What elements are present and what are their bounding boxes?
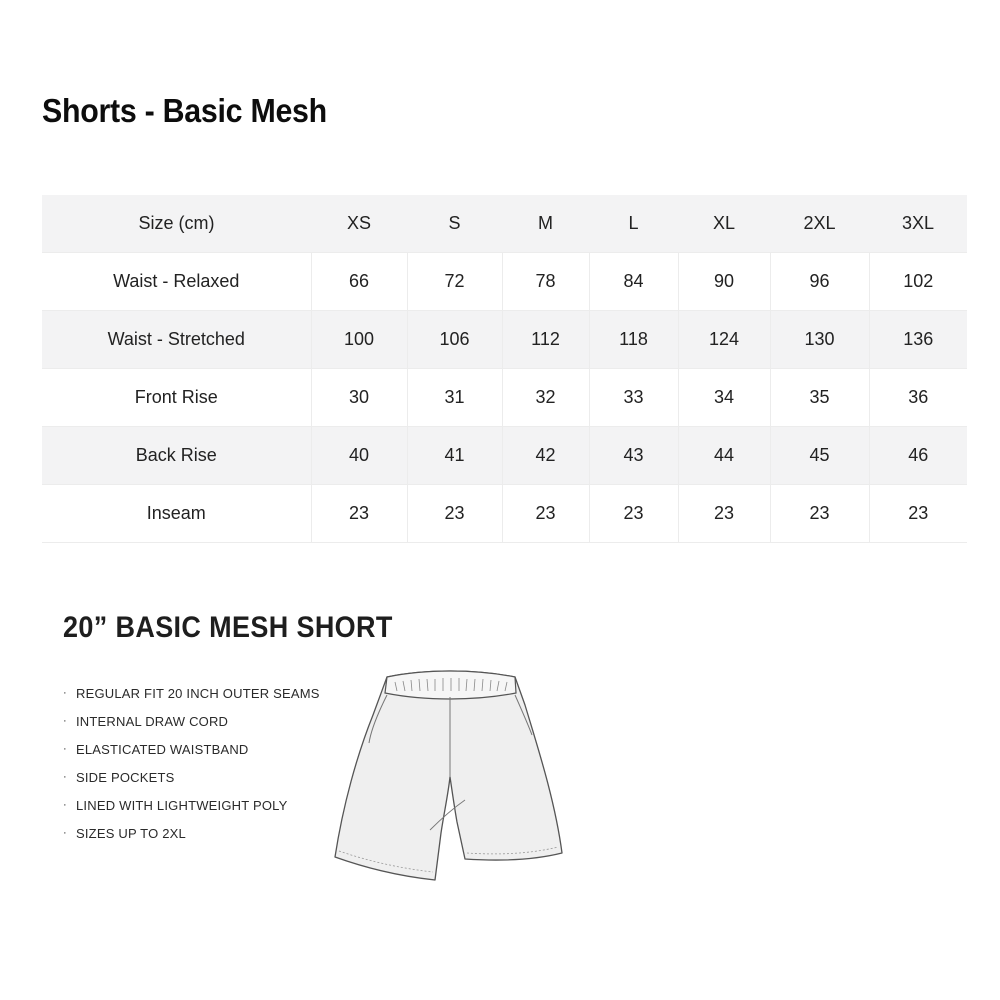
- table-cell: 130: [770, 311, 869, 369]
- bullet-icon: ·: [63, 743, 67, 755]
- header-size-m: M: [502, 195, 589, 253]
- page-title: Shorts - Basic Mesh: [42, 92, 327, 129]
- row-label: Back Rise: [42, 427, 311, 485]
- feature-item: [63, 741, 323, 758]
- table-cell: 35: [770, 369, 869, 427]
- table-cell: 45: [770, 427, 869, 485]
- feature-item: [63, 797, 323, 814]
- feature-item: [63, 713, 323, 730]
- bullet-icon: ·: [63, 827, 67, 839]
- table-cell: 102: [869, 253, 967, 311]
- table-cell: 23: [502, 485, 589, 543]
- table-cell: 33: [589, 369, 678, 427]
- row-label: Waist - Stretched: [42, 311, 311, 369]
- table-cell: 34: [678, 369, 770, 427]
- feature-text: SIDE POCKETS: [76, 770, 175, 785]
- table-cell: 23: [589, 485, 678, 543]
- table-cell: 84: [589, 253, 678, 311]
- table-cell: 23: [311, 485, 407, 543]
- table-cell: 23: [869, 485, 967, 543]
- table-cell: 136: [869, 311, 967, 369]
- header-size-s: S: [407, 195, 502, 253]
- size-chart-table: [42, 195, 967, 543]
- header-size-2xl: 2XL: [770, 195, 869, 253]
- header-size-label: Size (cm): [42, 195, 311, 253]
- table-cell: 118: [589, 311, 678, 369]
- table-cell: 124: [678, 311, 770, 369]
- shorts-icon: [325, 665, 570, 890]
- table-cell: 106: [407, 311, 502, 369]
- feature-text: REGULAR FIT 20 INCH OUTER SEAMS: [76, 686, 320, 701]
- feature-list: [63, 685, 323, 853]
- table-cell: 23: [407, 485, 502, 543]
- table-row: [42, 369, 967, 427]
- table-cell: 100: [311, 311, 407, 369]
- table-cell: 23: [678, 485, 770, 543]
- bullet-icon: ·: [63, 687, 67, 699]
- row-label: Inseam: [42, 485, 311, 543]
- header-size-xs: XS: [311, 195, 407, 253]
- header-size-3xl: 3XL: [869, 195, 967, 253]
- table-cell: 44: [678, 427, 770, 485]
- table-row: [42, 427, 967, 485]
- table-cell: 41: [407, 427, 502, 485]
- feature-text: SIZES UP TO 2XL: [76, 826, 186, 841]
- bullet-icon: ·: [63, 715, 67, 727]
- feature-item: [63, 685, 323, 702]
- table-cell: 96: [770, 253, 869, 311]
- table-cell: 72: [407, 253, 502, 311]
- table-cell: 42: [502, 427, 589, 485]
- table-cell: 32: [502, 369, 589, 427]
- table-cell: 46: [869, 427, 967, 485]
- table-row: [42, 311, 967, 369]
- feature-item: [63, 769, 323, 786]
- table-cell: 43: [589, 427, 678, 485]
- row-label: Waist - Relaxed: [42, 253, 311, 311]
- bullet-icon: ·: [63, 799, 67, 811]
- table-cell: 90: [678, 253, 770, 311]
- table-cell: 78: [502, 253, 589, 311]
- header-size-l: L: [589, 195, 678, 253]
- table-cell: 30: [311, 369, 407, 427]
- table-header-row: [42, 195, 967, 253]
- table-cell: 23: [770, 485, 869, 543]
- feature-text: INTERNAL DRAW CORD: [76, 714, 229, 729]
- table-cell: 66: [311, 253, 407, 311]
- header-size-xl: XL: [678, 195, 770, 253]
- table-cell: 112: [502, 311, 589, 369]
- feature-text: LINED WITH LIGHTWEIGHT POLY: [76, 798, 288, 813]
- feature-item: [63, 825, 323, 842]
- table-cell: 36: [869, 369, 967, 427]
- table-row: [42, 485, 967, 543]
- feature-text: ELASTICATED WAISTBAND: [76, 742, 249, 757]
- product-title: 20” BASIC MESH SHORT: [63, 611, 393, 644]
- table-cell: 40: [311, 427, 407, 485]
- table-row: [42, 253, 967, 311]
- row-label: Front Rise: [42, 369, 311, 427]
- table-cell: 31: [407, 369, 502, 427]
- bullet-icon: ·: [63, 771, 67, 783]
